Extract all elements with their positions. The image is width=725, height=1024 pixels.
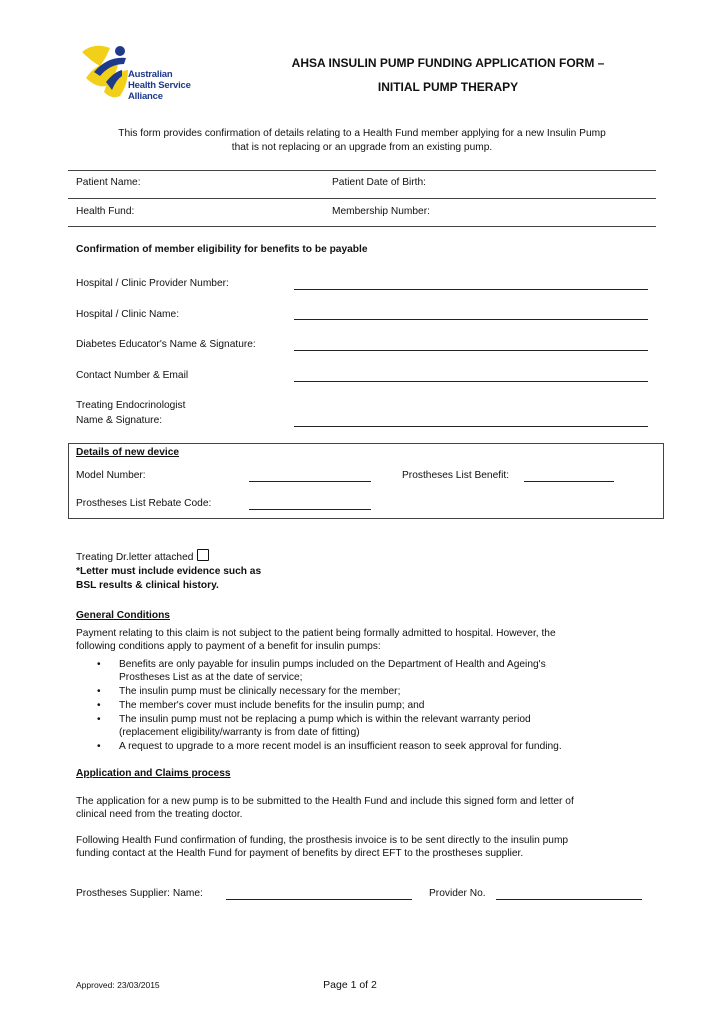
divider <box>68 226 656 227</box>
letter-note-line-1: *Letter must include evidence such as <box>76 566 262 577</box>
letter-attached-checkbox[interactable] <box>197 549 209 561</box>
condition-line-1: • A request to upgrade to a more recent model is an insufficient reason to seek approval for funding. <box>119 741 562 752</box>
logo-line-2: Health Service <box>128 80 191 91</box>
general-intro-line-2: following conditions apply to payment of a benefit for insulin pumps: <box>76 641 381 652</box>
condition-line-2: Prostheses List as at the date of service; <box>119 672 303 683</box>
hospital-provider-label: Hospital / Clinic Provider Number: <box>76 278 229 289</box>
rebate-code-label: Prostheses List Rebate Code: <box>76 498 212 509</box>
hospital-name-label: Hospital / Clinic Name: <box>76 309 180 320</box>
endocrinologist-label-line-1: Treating Endocrinologist <box>76 400 186 411</box>
hospital-name-input[interactable] <box>294 319 648 320</box>
form-title-line-2: INITIAL PUMP THERAPY <box>377 80 519 94</box>
condition-item <box>119 740 679 753</box>
general-conditions-heading: General Conditions <box>76 610 170 621</box>
intro-text <box>76 127 648 155</box>
model-number-input[interactable] <box>249 481 371 482</box>
condition-item <box>119 713 679 739</box>
condition-line-1: • Benefits are only payable for insulin pumps included on the Department of Health and Ageing's <box>119 659 546 670</box>
application-p2-line-2: funding contact at the Health Fund for payment of benefits by direct EFT to the prostheses supplier. <box>76 848 524 859</box>
application-p2-line-1: Following Health Fund confirmation of funding, the prosthesis invoice is to be sent directly to the insulin pump <box>76 835 569 846</box>
letter-attached-row <box>76 549 209 563</box>
condition-item <box>119 685 679 698</box>
application-heading: Application and Claims process <box>76 768 231 779</box>
educator-label: Diabetes Educator's Name & Signature: <box>76 339 256 350</box>
application-p1-line-2: clinical need from the treating doctor. <box>76 809 243 820</box>
condition-item <box>119 658 679 684</box>
contact-label: Contact Number & Email <box>76 370 189 381</box>
supplier-name-label: Prostheses Supplier: Name: <box>76 888 203 899</box>
application-paragraph-2 <box>76 834 648 860</box>
condition-line-1: • The insulin pump must be clinically necessary for the member; <box>119 686 401 697</box>
provider-number-input[interactable] <box>496 899 642 900</box>
provider-number-label: Provider No. <box>429 888 486 899</box>
logo-line-1: Australian <box>128 69 173 80</box>
endocrinologist-input[interactable] <box>294 426 648 427</box>
model-number-label: Model Number: <box>76 470 146 481</box>
divider <box>68 170 656 171</box>
condition-line-2: (replacement eligibility/warranty is from date of fitting) <box>119 727 360 738</box>
application-paragraph-1 <box>76 795 648 821</box>
letter-note-line-2: BSL results & clinical history. <box>76 580 219 591</box>
general-intro-line-1: Payment relating to this claim is not subject to the patient being formally admitted to hospital. However, the <box>76 628 556 639</box>
condition-item <box>119 699 679 712</box>
rebate-code-input[interactable] <box>249 509 371 510</box>
intro-line-2: that is not replacing or an upgrade from an existing pump. <box>231 142 493 153</box>
form-title-line-1: AHSA INSULIN PUMP FUNDING APPLICATION FORM – <box>291 56 605 70</box>
hospital-provider-input[interactable] <box>294 289 648 290</box>
eligibility-heading: Confirmation of member eligibility for benefits to be payable <box>76 244 368 255</box>
conditions-list <box>76 658 679 754</box>
intro-line-1: This form provides confirmation of details relating to a Health Fund member applying for a new Insulin Pump <box>118 128 606 139</box>
supplier-name-input[interactable] <box>226 899 412 900</box>
contact-input[interactable] <box>294 381 648 382</box>
pl-benefit-input[interactable] <box>524 481 614 482</box>
general-conditions-intro <box>76 627 648 653</box>
logo-line-3: Alliance <box>128 91 163 102</box>
letter-attached-label: Treating Dr.letter attached <box>76 552 194 563</box>
divider <box>68 198 656 199</box>
membership-number-field[interactable]: Membership Number: <box>332 206 430 217</box>
device-heading: Details of new device <box>76 447 180 458</box>
approved-date: Approved: 23/03/2015 <box>76 980 160 990</box>
page-number: Page 1 of 2 <box>323 979 377 991</box>
logo-wordmark <box>128 69 191 102</box>
pl-benefit-label: Prostheses List Benefit: <box>402 470 510 481</box>
condition-line-1: • The insulin pump must not be replacing a pump which is within the relevant warranty period <box>119 714 531 725</box>
endocrinologist-label-line-2: Name & Signature: <box>76 415 163 426</box>
application-p1-line-1: The application for a new pump is to be submitted to the Health Fund and include this signed form and letter of <box>76 796 574 807</box>
patient-dob-field[interactable]: Patient Date of Birth: <box>332 177 427 188</box>
patient-name-field[interactable]: Patient Name: <box>76 177 141 188</box>
health-fund-field[interactable]: Health Fund: <box>76 206 135 217</box>
condition-line-1: • The member's cover must include benefits for the insulin pump; and <box>119 700 425 711</box>
educator-input[interactable] <box>294 350 648 351</box>
